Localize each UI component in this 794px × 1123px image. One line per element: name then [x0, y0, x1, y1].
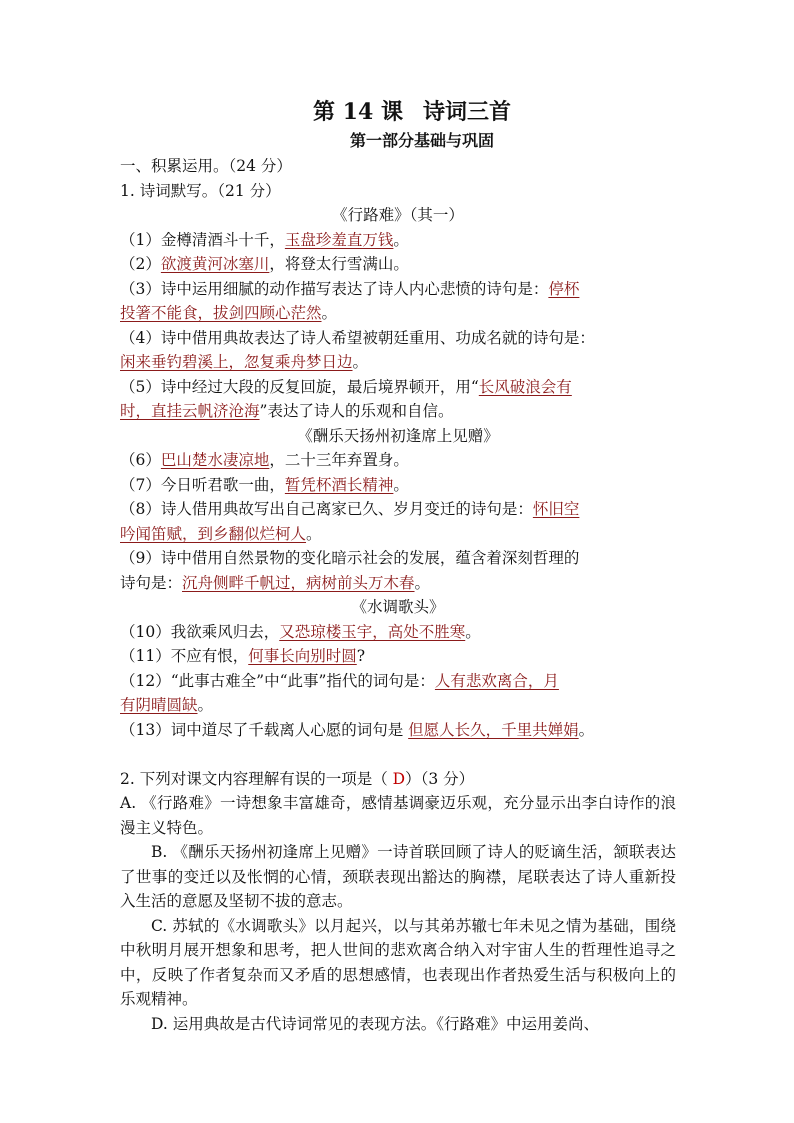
- answer-4: 闲来垂钓碧溪上，忽复乘舟梦日边: [120, 353, 353, 371]
- worksheet-page: [120, 96, 676, 1036]
- section-heading: 一、积累运用。（24 分）: [120, 157, 292, 175]
- item-3: （3）诗中运用细腻的动作描写表达了诗人内心悲愤的诗句是：停杯: [120, 279, 580, 298]
- page-title: 第 14 课 诗词三首: [313, 99, 511, 125]
- option-b: B. 《酬乐天扬州初逢席上见赠》一诗首联回顾了诗人的贬谪生活，颔联表达了世事的变迁以及怅惘的心情，颈联表现出豁达的胸襟，尾联表达了诗人重新投入生活的意愿及坚韧不拔的意志。: [120, 843, 676, 910]
- answer-13: 但愿人长久，千里共婵娟: [408, 720, 579, 739]
- question-2-heading: 2. 下列对课文内容理解有误的一项是（ D）（3 分）: [120, 769, 475, 788]
- answer-9: 沉舟侧畔千帆过，病树前头万木春: [182, 573, 415, 592]
- item-4: （4）诗中借用典故表达了诗人希望被朝廷重用、功成名就的诗句是：: [120, 328, 595, 347]
- item-5: （5）诗中经过大段的反复回旋，最后境界顿开，用“长风破浪会有: [120, 377, 572, 396]
- item-3-cont: 投箸不能食，拔剑四顾心茫然。: [120, 304, 338, 322]
- item-2: （2）欲渡黄河冰塞川，将登太行雪满山。: [120, 255, 409, 273]
- answer-7: 暂凭杯酒长精神: [284, 475, 394, 494]
- item-12: （12）“此事古难全”中“此事”指代的词句是：人有悲欢离合，月: [120, 671, 559, 690]
- answer-12b: 有阴晴圆缺: [120, 696, 198, 714]
- item-9-cont: 诗句是：沉舟侧畔千帆过，病树前头万木春。: [120, 573, 431, 592]
- item-9: （9）诗中借用自然景物的变化暗示社会的发展，蕴含着深刻哲理的: [120, 549, 580, 567]
- item-11: （11）不应有恨，何事长向别时圆?: [120, 647, 366, 665]
- answer-2: 欲渡黄河冰塞川: [160, 255, 270, 273]
- poem-title-1: 《行路难》（其一）: [332, 206, 464, 224]
- item-5-cont: 时，直挂云帆济沧海”表达了诗人的乐观和自信。: [120, 402, 454, 420]
- answer-12a: 人有悲欢离合，月: [434, 671, 559, 690]
- answer-10: 又恐琼楼玉宇，高处不胜寒: [279, 622, 466, 641]
- option-c: C. 苏轼的《水调歌头》以月起兴，以与其弟苏辙七年未见之情为基础，围绕中秋明月展开想象和思考，把人世间的悲欢离合纳入对宇宙人生的哲理性追寻之中，反映了作者复杂而又矛盾的思想感情，也表现出作者热爱生活与积极向上的乐观精神。: [120, 916, 676, 1008]
- answer-5b: 时，直挂云帆济沧海: [120, 402, 260, 420]
- option-a: A. 《行路难》一诗想象丰富雄奇，感情基调豪迈乐观，充分显示出李白诗作的浪漫主义特色。: [120, 794, 676, 837]
- item-12-cont: 有阴晴圆缺。: [120, 696, 214, 714]
- item-8-cont: 吟闻笛赋，到乡翻似烂柯人。: [120, 524, 322, 543]
- item-6: （6）巴山楚水凄凉地，二十三年弃置身。: [120, 451, 409, 469]
- answer-3b: 投箸不能食，拔剑四顾心茫然: [120, 304, 322, 322]
- poem-title-3: 《水调歌头》: [351, 598, 445, 616]
- option-d: D. 运用典故是古代诗词常见的表现方法。《行路难》中运用姜尚、: [151, 1014, 599, 1033]
- item-7: （7）今日听君歌一曲，暂凭杯酒长精神。: [120, 475, 409, 494]
- item-4-cont: 闲来垂钓碧溪上，忽复乘舟梦日边。: [120, 353, 369, 371]
- item-10: （10）我欲乘风归去，又恐琼楼玉宇，高处不胜寒。: [120, 622, 481, 641]
- item-13: （13）词中道尽了千载离人心愿的词句是 但愿人长久，千里共婵娟。: [120, 720, 595, 739]
- answer-6: 巴山楚水凄凉地: [160, 451, 270, 469]
- answer-1: 玉盘珍羞直万钱: [284, 230, 394, 249]
- item-8: （8）诗人借用典故写出自己离家已久、岁月变迁的诗句是：怀旧空: [120, 500, 580, 518]
- answer-11: 何事长向别时圆: [248, 647, 357, 665]
- poem-title-2: 《酬乐天扬州初逢席上见赠》: [297, 426, 499, 445]
- answer-5a: 长风破浪会有: [478, 377, 572, 396]
- answer-q2: D: [392, 769, 406, 788]
- answer-8b: 吟闻笛赋，到乡翻似烂柯人: [120, 524, 307, 543]
- item-1: （1）金樽清酒斗十千，玉盘珍羞直万钱。: [120, 230, 409, 249]
- question-1-heading: 1. 诗词默写。（21 分）: [120, 181, 281, 200]
- answer-3a: 停杯: [548, 279, 580, 298]
- page-subtitle: 第一部分基础与巩固: [349, 131, 494, 150]
- answer-8a: 怀旧空: [532, 500, 580, 518]
